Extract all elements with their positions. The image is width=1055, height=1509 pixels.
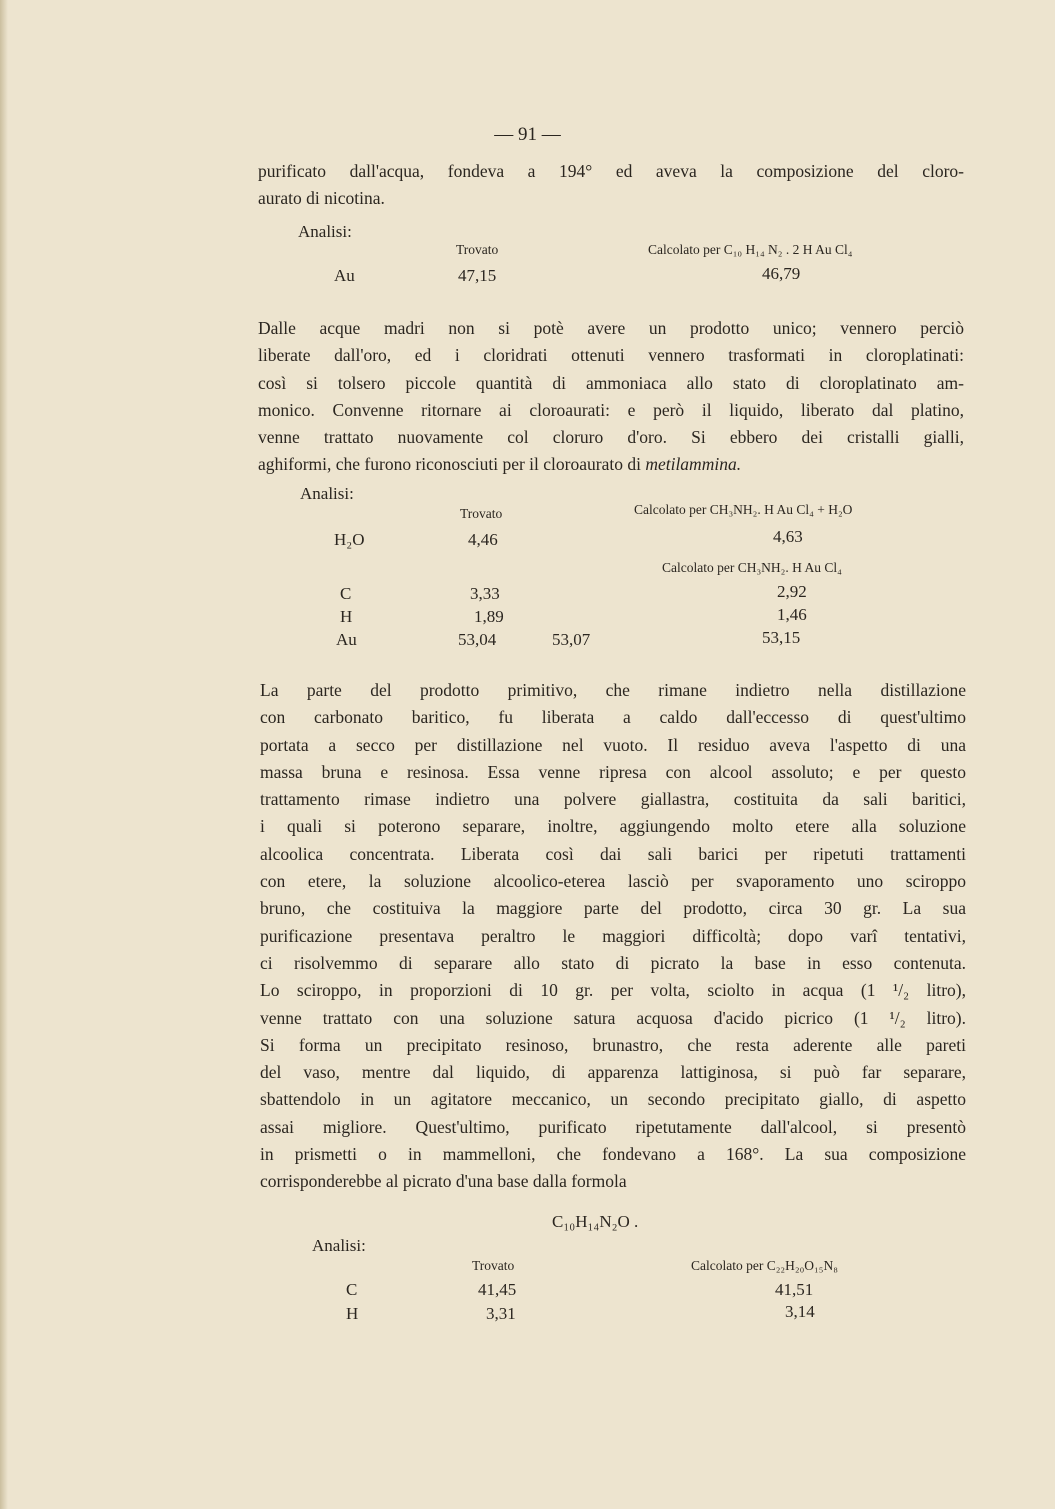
- text-line: del vaso, mentre dal liquido, di apparenza lattiginosa, si può far separare,: [260, 1062, 966, 1083]
- row-found: 1,89: [474, 607, 504, 626]
- row-calc: 3,14: [785, 1302, 815, 1321]
- text-line: con etere, la soluzione alcoolico-eterea lasciò per svaporamento uno sciroppo: [260, 871, 966, 892]
- analysis-label: Analisi:: [300, 484, 354, 503]
- text-line: Lo sciroppo, in proporzioni di 10 gr. per volta, sciolto in acqua (1 ¹/₂ litro),: [260, 980, 966, 1001]
- row-found: 53,04: [458, 630, 497, 649]
- text-line: liberate dall'oro, ed i cloridrati ottenuti vennero trasformati in cloroplatinati:: [258, 345, 964, 366]
- col-header-calc: Calcolato per C₁₀ H₁₄ N₂ . 2 H Au Cl₄: [648, 242, 853, 257]
- analysis-label: Analisi:: [312, 1236, 366, 1255]
- text-line: alcoolica concentrata. Liberata così dai sali barici per ripetuti trattamenti: [260, 843, 966, 864]
- row-found: 3,31: [486, 1304, 516, 1323]
- text-line: purificato dall'acqua, fondeva a 194° ed aveva la composizione del cloro-: [258, 161, 964, 181]
- text-line: così si tolsero piccole quantità di ammoniaca allo stato di cloroplatinato am-: [258, 372, 964, 393]
- text-line: Dalle acque madri non si potè avere un prodotto unico; vennero perciò: [258, 318, 964, 338]
- col-header-found: Trovato: [456, 242, 499, 257]
- italic-term: metilammina.: [645, 454, 742, 475]
- row-calc: 2,92: [777, 582, 807, 601]
- text-line: in prismetti o in mammelloni, che fondevano a 168°. La sua composizione: [260, 1144, 966, 1165]
- row-element: H: [340, 607, 353, 626]
- text-line: bruno, che costituiva la maggiore parte del prodotto, circa 30 gr. La sua: [260, 898, 966, 919]
- text-line: i quali si poterono separare, inoltre, aggiungendo molto etere alla soluzione: [260, 816, 966, 837]
- col-header-found: Trovato: [472, 1258, 515, 1273]
- analysis-label: Analisi:: [298, 222, 352, 241]
- text-line: aurato di nicotina.: [258, 188, 385, 209]
- row-found: 3,33: [470, 584, 500, 603]
- row-calc: 46,79: [762, 264, 801, 283]
- col-header-found: Trovato: [460, 506, 503, 521]
- row-found: 41,45: [478, 1280, 517, 1299]
- row-found-2: 53,07: [552, 630, 591, 649]
- row-element: H₂O: [334, 530, 365, 549]
- text-line: aghiformi, che furono riconosciuti per il cloroaurato di metilammina.: [258, 454, 742, 475]
- text-line: venne trattato con una soluzione satura acquosa d'acido picrico (1 ¹/₂ litro).: [260, 1007, 966, 1028]
- row-calc: 4,63: [773, 527, 803, 546]
- col-header-calc: Calcolato per CH₃NH₂. H Au Cl₄: [662, 560, 842, 575]
- text-line: corrisponderebbe al picrato d'una base dalla formola: [260, 1171, 627, 1192]
- row-calc: 1,46: [777, 605, 807, 624]
- row-element: C: [340, 584, 352, 603]
- col-header-calc: Calcolato per C₂₂H₂₀O₁₅N₈: [691, 1258, 838, 1273]
- row-element: Au: [334, 266, 355, 285]
- row-element: C: [346, 1280, 358, 1299]
- col-header-calc: Calcolato per CH₃NH₂. H Au Cl₄ + H₂O: [634, 502, 853, 517]
- text-line: monico. Convenne ritornare ai cloroaurati: e però il liquido, liberato dal platino,: [258, 399, 964, 420]
- formula: C₁₀H₁₄N₂O .: [552, 1212, 639, 1231]
- row-found: 47,15: [458, 266, 497, 285]
- row-element: H: [346, 1304, 359, 1323]
- text-line: Si forma un precipitato resinoso, brunastro, che resta aderente alle pareti: [260, 1034, 966, 1055]
- row-calc: 41,51: [775, 1280, 814, 1299]
- paragraph-2: [258, 315, 964, 479]
- page-edge-shadow: [0, 0, 8, 1509]
- text-line: sbattendolo in un agitatore meccanico, un secondo precipitato giallo, di aspetto: [260, 1089, 966, 1110]
- text-line: venne trattato nuovamente col cloruro d'oro. Si ebbero dei cristalli gialli,: [258, 427, 964, 448]
- text-line: massa bruna e resinosa. Essa venne ripresa con alcool assoluto; e per questo: [260, 761, 966, 782]
- row-found: 4,46: [468, 530, 498, 549]
- text-line: La parte del prodotto primitivo, che rimane indietro nella distillazione: [260, 680, 966, 700]
- page-number: — 91 —: [494, 124, 561, 145]
- row-calc: 53,15: [762, 628, 801, 647]
- text-line: trattamento rimase indietro una polvere giallastra, costituita da sali baritici,: [260, 789, 966, 810]
- text-line: purificazione presentava peraltro le maggiori difficoltà; dopo varî tentativi,: [260, 925, 966, 946]
- intro-paragraph: [258, 158, 964, 213]
- text-line: ci risolvemmo di separare allo stato di picrato la base in esso contenuta.: [260, 952, 966, 973]
- text-line: assai migliore. Quest'ultimo, purificato ripetutamente dall'alcool, si presentò: [260, 1116, 966, 1137]
- text-line: con carbonato baritico, fu liberata a caldo dall'eccesso di quest'ultimo: [260, 707, 966, 728]
- text-line: portata a secco per distillazione nel vuoto. Il residuo aveva l'aspetto di una: [260, 734, 966, 755]
- row-element: Au: [336, 630, 357, 649]
- paragraph-3: [260, 677, 966, 1196]
